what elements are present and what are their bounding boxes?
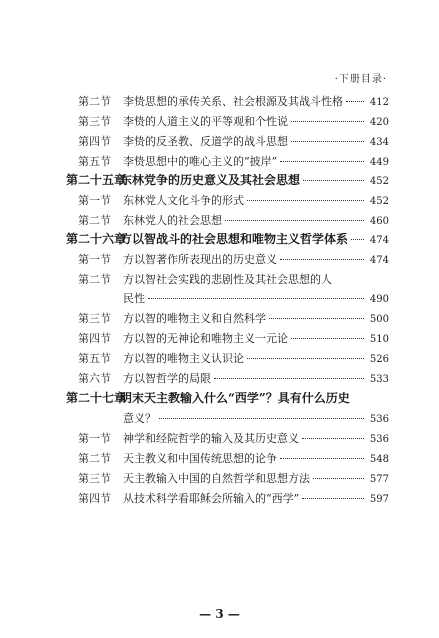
toc-entry-number: 第二节 [78, 214, 111, 227]
toc-dot-leader [291, 121, 364, 122]
toc-entry-page: 536 [369, 414, 389, 425]
toc-section-row[interactable] [66, 292, 389, 306]
toc-entry-title: 李贽的反圣教、反道学的战斗思想 [123, 135, 288, 148]
toc-dot-leader [346, 101, 364, 102]
toc-entry-title: 天主教输入中国的自然哲学和思想方法 [123, 472, 310, 485]
toc-entry-title: 李贽思想中的唯心主义的“披岸” [123, 155, 278, 168]
toc-entry-number: 第五节 [78, 352, 111, 365]
toc-entry-page: 533 [369, 374, 389, 385]
toc-entry-number: 第四节 [78, 332, 111, 345]
toc-entry-number: 第三节 [78, 312, 111, 325]
toc-entry-title: 东林党人文化斗争的形式 [123, 194, 244, 207]
toc-entry-title: 方以智的唯物主义认识论 [123, 352, 244, 365]
toc-section-row[interactable] [66, 472, 389, 486]
toc-entry-number: 第三节 [78, 472, 111, 485]
toc-dot-leader [291, 338, 364, 339]
running-header: ·下册目录· [334, 74, 387, 85]
toc-entry-number: 第二节 [78, 273, 111, 286]
toc-entry-title: 方以智战斗的社会思想和唯物主义哲学体系 [120, 233, 349, 246]
toc-entry-title: 方以智的无神论和唯物主义一元论 [123, 332, 288, 345]
toc-dot-leader [313, 478, 364, 479]
toc-entry-page: 452 [369, 176, 389, 187]
toc-entry-number: 第一节 [78, 194, 111, 207]
toc-section-row[interactable] [66, 412, 389, 426]
toc-entry-number: 第五节 [78, 155, 111, 168]
toc-dot-leader [214, 378, 364, 379]
toc-chapter-row[interactable] [66, 233, 389, 247]
toc-section-row[interactable] [66, 432, 389, 446]
toc-chapter-row[interactable] [66, 174, 389, 188]
toc-section-row[interactable] [66, 492, 389, 506]
toc-entry-page: 474 [369, 235, 389, 246]
toc-entry-number: 第二十五章 [66, 173, 127, 187]
toc-entry-page: 548 [369, 454, 389, 465]
toc-entry-number: 第四节 [78, 492, 111, 505]
toc-entry-title: 李贽的人道主义的平等观和个性说 [123, 115, 288, 128]
toc-dot-leader [148, 298, 364, 299]
toc-dot-leader [269, 318, 364, 319]
toc-dot-leader [303, 180, 364, 181]
toc-entry-page: 412 [369, 97, 389, 108]
toc-section-row[interactable] [66, 372, 389, 386]
toc-section-row[interactable] [66, 352, 389, 366]
toc-entry-title: 方以智社会实践的悲剧性及其社会思想的人 [123, 273, 332, 286]
toc-dot-leader [280, 161, 364, 162]
toc-dot-leader [291, 141, 364, 142]
toc-section-row[interactable] [66, 194, 389, 208]
toc-entry-page: 597 [369, 494, 389, 505]
toc-entry-number: 第三节 [78, 115, 111, 128]
toc-dot-leader [247, 358, 364, 359]
toc-section-row[interactable] [66, 115, 389, 129]
toc-entry-page: 536 [369, 434, 389, 445]
toc-entry-page: 449 [369, 157, 389, 168]
toc-entry-number: 第二十七章 [66, 391, 127, 405]
toc-entry-page: 474 [369, 255, 389, 266]
toc-entry-title: 天主教义和中国传统思想的论争 [123, 452, 277, 465]
toc-dot-leader [280, 458, 364, 459]
toc-entry-title: 民性 [123, 292, 145, 305]
toc-entry-title: 东林党人的社会思想 [123, 214, 222, 227]
toc-dot-leader [247, 200, 364, 201]
toc-entry-title: 方以智哲学的局限 [123, 372, 211, 385]
toc-dot-leader [280, 259, 364, 260]
toc-entry-page: 490 [369, 294, 389, 305]
toc-entry-title: 明末天主教输入什么“西学”？具有什么历史 [120, 392, 350, 405]
toc-entry-number: 第六节 [78, 372, 111, 385]
toc-dot-leader [351, 239, 364, 240]
toc-entry-page: 460 [369, 216, 389, 227]
toc-entry-title: 意义？ [123, 412, 156, 425]
toc-entry-page: 500 [369, 314, 389, 325]
toc-entry-title: 从技术科学看耶稣会所输入的“西学” [123, 492, 300, 505]
toc-section-row[interactable] [66, 273, 389, 286]
toc-entry-title: 方以智的唯物主义和自然科学 [123, 312, 266, 325]
toc-entry-number: 第一节 [78, 432, 111, 445]
toc-entry-page: 434 [369, 137, 389, 148]
toc-entry-number: 第二十六章 [66, 232, 127, 246]
toc-entry-title: 东林党争的历史意义及其社会思想 [120, 174, 301, 187]
toc-dot-leader [159, 418, 364, 419]
toc-entry-number: 第二节 [78, 95, 111, 108]
toc-section-row[interactable] [66, 135, 389, 149]
toc-entry-title: 神学和经院哲学的输入及其历史意义 [123, 432, 299, 445]
toc-dot-leader [302, 438, 364, 439]
toc-entry-number: 第一节 [78, 253, 111, 266]
toc-section-row[interactable] [66, 312, 389, 326]
toc-entry-title: 李贽思想的承传关系、社会根源及其战斗性格 [123, 95, 343, 108]
toc-entry-page: 510 [369, 334, 389, 345]
toc-section-row[interactable] [66, 452, 389, 466]
toc-section-row[interactable] [66, 95, 389, 109]
toc-section-row[interactable] [66, 253, 389, 267]
toc-section-row[interactable] [66, 332, 389, 346]
toc-dot-leader [302, 498, 364, 499]
toc-entry-page: 577 [369, 474, 389, 485]
toc-entry-number: 第二节 [78, 452, 111, 465]
toc-entry-title: 方以智著作所表现出的历史意义 [123, 253, 277, 266]
page-number: — 3 — [199, 607, 240, 621]
toc-section-row[interactable] [66, 214, 389, 228]
toc-section-row[interactable] [66, 155, 389, 169]
toc-entry-page: 452 [369, 196, 389, 207]
toc-dot-leader [225, 220, 364, 221]
toc-entry-page: 420 [369, 117, 389, 128]
toc-chapter-row[interactable] [66, 392, 389, 405]
toc-entry-page: 526 [369, 354, 389, 365]
toc-entry-number: 第四节 [78, 135, 111, 148]
